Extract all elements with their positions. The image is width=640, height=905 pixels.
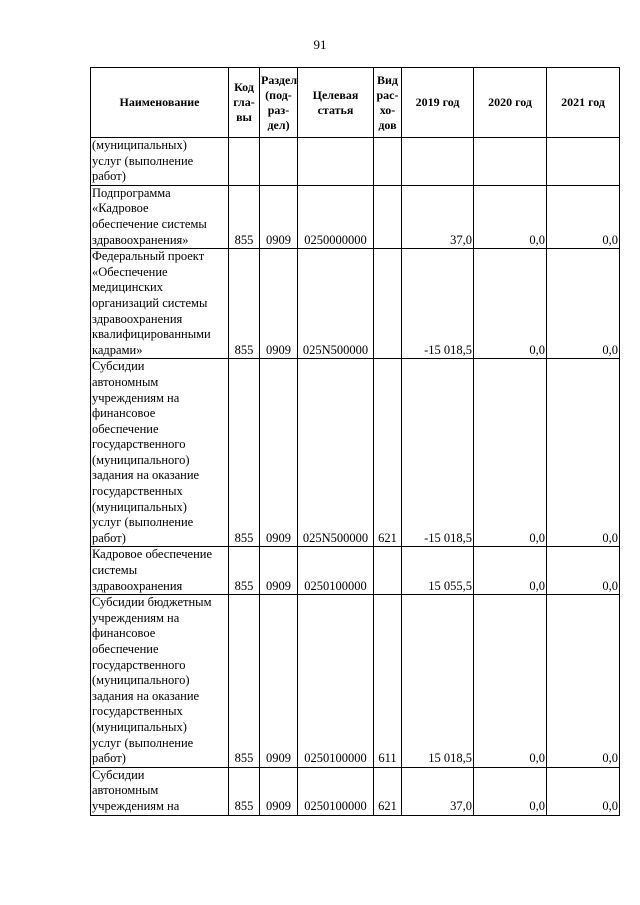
cell-2020: 0,0 [474, 249, 547, 359]
cell-section: 0909 [260, 359, 298, 547]
cell-2021: 0,0 [547, 249, 620, 359]
cell-2020: 0,0 [474, 547, 547, 595]
table-row [91, 359, 620, 547]
cell-name: Федеральный проект «Обеспечение медицинских организаций системы здравоохранения квалифицированными кадрами» [91, 249, 229, 359]
table-row [91, 138, 620, 186]
cell-name: Субсидии автономным учреждениям на финансовое обеспечение государственного (муниципального) задания на оказание государственных (муниципальных) услуг (выполнение работ) [91, 359, 229, 547]
cell-2019: 15 055,5 [402, 547, 474, 595]
cell-section: 0909 [260, 547, 298, 595]
cell-2019 [402, 138, 474, 186]
cell-target [298, 138, 374, 186]
cell-name: Подпрограмма «Кадровое обеспечение системы здравоохранения» [91, 185, 229, 248]
cell-code: 855 [229, 359, 260, 547]
budget-table [90, 67, 620, 816]
cell-name: Кадровое обеспечение системы здравоохранения [91, 547, 229, 595]
cell-type: 621 [374, 359, 402, 547]
cell-target: 0250100000 [298, 767, 374, 815]
cell-2021: 0,0 [547, 185, 620, 248]
cell-type [374, 138, 402, 186]
cell-2019: -15 018,5 [402, 359, 474, 547]
cell-section: 0909 [260, 767, 298, 815]
header-2020: 2020 год [474, 68, 547, 138]
cell-2019: 15 018,5 [402, 595, 474, 768]
cell-2021: 0,0 [547, 547, 620, 595]
cell-code: 855 [229, 547, 260, 595]
header-code: Код гла- вы [229, 68, 260, 138]
cell-target: 025N500000 [298, 359, 374, 547]
cell-code: 855 [229, 249, 260, 359]
cell-2021: 0,0 [547, 595, 620, 768]
header-2019: 2019 год [402, 68, 474, 138]
cell-2020 [474, 138, 547, 186]
header-2021: 2021 год [547, 68, 620, 138]
cell-type: 621 [374, 767, 402, 815]
cell-name: Субсидии бюджетным учреждениям на финансовое обеспечение государственного (муниципального) задания на оказание государственных (муниципальных) услуг (выполнение работ) [91, 595, 229, 768]
cell-name: (муниципальных) услуг (выполнение работ) [91, 138, 229, 186]
cell-2019: 37,0 [402, 767, 474, 815]
header-name: Наименование [91, 68, 229, 138]
cell-name: Субсидии автономным учреждениям на [91, 767, 229, 815]
table-row [91, 249, 620, 359]
cell-2021 [547, 138, 620, 186]
cell-target: 0250100000 [298, 547, 374, 595]
cell-section: 0909 [260, 185, 298, 248]
cell-type [374, 249, 402, 359]
page-number: 91 [313, 37, 327, 52]
table-row [91, 185, 620, 248]
cell-2020: 0,0 [474, 595, 547, 768]
cell-section [260, 138, 298, 186]
cell-2021: 0,0 [547, 767, 620, 815]
table-row [91, 547, 620, 595]
cell-section: 0909 [260, 595, 298, 768]
table-row [91, 767, 620, 815]
cell-target: 0250000000 [298, 185, 374, 248]
cell-code [229, 138, 260, 186]
cell-type: 611 [374, 595, 402, 768]
cell-section: 0909 [260, 249, 298, 359]
header-type: Вид рас- хо- дов [374, 68, 402, 138]
header-section: Раздел (под- раз- дел) [260, 68, 298, 138]
header-target: Целевая статья [298, 68, 374, 138]
table-header-row [91, 68, 620, 138]
cell-code: 855 [229, 595, 260, 768]
cell-code: 855 [229, 185, 260, 248]
cell-type [374, 547, 402, 595]
cell-2019: -15 018,5 [402, 249, 474, 359]
cell-type [374, 185, 402, 248]
cell-target: 025N500000 [298, 249, 374, 359]
cell-2020: 0,0 [474, 767, 547, 815]
cell-target: 0250100000 [298, 595, 374, 768]
cell-2021: 0,0 [547, 359, 620, 547]
cell-code: 855 [229, 767, 260, 815]
cell-2019: 37,0 [402, 185, 474, 248]
cell-2020: 0,0 [474, 359, 547, 547]
cell-2020: 0,0 [474, 185, 547, 248]
table-row [91, 595, 620, 768]
